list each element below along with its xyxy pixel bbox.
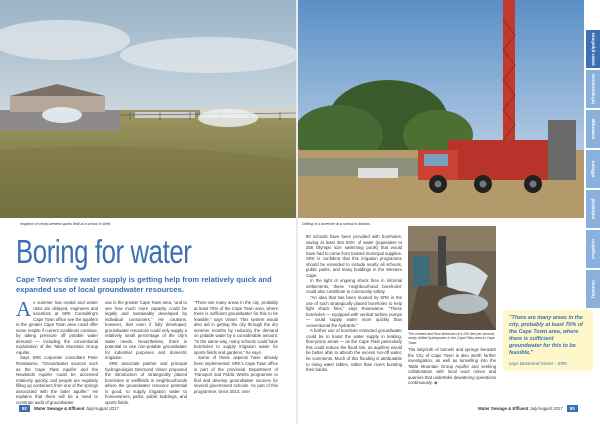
issue-date: July/August 2017 xyxy=(529,406,563,411)
photo-borehole-drilling xyxy=(298,0,584,218)
paragraph: A further use of borehole extracted groundwater could be to boost the water supply in leaking, flow-prone areas — as the Cape Flats particularly this could reduce the flood risk, as aquifers would be better able to absorb the excess run-off water, he comments. Much of this flooding is attributable to rising water tables, rather than rivers bursting their banks. xyxy=(306,328,402,373)
tab-label: irrigation xyxy=(590,239,596,259)
paragraph: Some of these aspects have already been implemented: SRK's Cape Town office is part of the provincial Department of Transport and Public Works programme to find and develop groundwater sources for several government schools. As part of this programme, since 2013, over xyxy=(194,355,278,394)
body-column-2 xyxy=(105,300,187,405)
publication-name: Water Sewage & Effluent xyxy=(33,406,85,411)
paragraph: use in the greater Cape Town area, "and to see how much more capacity could be legally and sustainably developed by individual consumers." He cautions, however, that even if fully developed, groundwater resources could only supply a relatively small percentage of the city's water needs. Nevertheless, there is potential to use non-potable groundwater for industrial purposes and domestic irrigation. xyxy=(105,300,187,361)
body-column-1 xyxy=(16,297,98,405)
tab-label: water pipelines xyxy=(590,32,596,66)
issue-date: July/August 2017 xyxy=(85,406,119,411)
photo-flowing-borehole xyxy=(408,226,496,330)
paragraph: "An idea that has been mooted by SRK is the use of such strategically placed boreholes to help fight shack fires," says Rosewarne. "These boreholes — equipped with vertical turbine pumps — could supply water more quickly than conventional fire hydrants." xyxy=(306,295,402,328)
page-number: 92 xyxy=(19,405,30,412)
drop-cap: A xyxy=(16,297,32,321)
tab-label: features xyxy=(590,280,596,298)
publication-name: Water Sewage & Effluent xyxy=(478,406,529,411)
pull-quote-attribution: says Desmond Visser - SRK. xyxy=(509,361,569,366)
body-column-5 xyxy=(408,347,496,386)
tab-label: infrastructure xyxy=(590,74,596,104)
photo2-caption: The cement and flow diversion of a 200 litre per second, newly drilled hydropower in the Cape Flats area in Cape Town. xyxy=(408,332,495,345)
article-deck: Cape Town's dire water supply is getting help from relatively quick and expanded use of local groundwater resources. xyxy=(16,275,272,294)
end-mark-icon: ◆ xyxy=(433,380,438,386)
paragraph: SRK associate partner and principal hydrogeologist Desmond Visser proposed the introduction of strategically placed boreholes or wellfields in neighbourhoods where the groundwater resource potential is good, to supply irrigation water to homeowners, parks, public buildings, and sports fields. xyxy=(105,361,187,405)
section-tab-irrigation[interactable] xyxy=(586,230,600,268)
paragraph: Says SRK corporate consultant Peter Rosewarne, "Groundwater sources such as the Cape Flats Aquifer and the Newlands Aquifer could be accessed relatively quickly, and people are regularly filling up containers from one of the springs associated with the latter aquifer." He explains that there will be a need to constrain audit of groundwater xyxy=(16,355,98,405)
section-tab-features[interactable] xyxy=(586,270,600,308)
page-number: 93 xyxy=(567,405,578,412)
section-tab-effluent[interactable] xyxy=(586,150,600,188)
folio-left xyxy=(16,405,119,412)
tab-label: effluent xyxy=(590,160,596,178)
section-tabs xyxy=(586,30,600,310)
paragraph: The labyrinth of tunnels and springs beneath the City of Cape Town is also worth further investigation, as well as tunnelling into the Table Mountain Group Aquifer and seeking collaboration with local wool mines and quarries that undertake dewatering operations continuously. xyxy=(408,347,496,386)
article-title: Boring for water xyxy=(16,233,192,270)
paragraph: "There are many areas in the city, probably at least 70% of the Cape Town area, where there is sufficient groundwater for this to be feasible," says Visser. This system would also aid in getting the city through the dry summer months by reducing the demand on potable water by a considerable amount. "In the same way, many schools could have boreholes to supply irrigation water for sports fields and gardens," he says. xyxy=(194,300,278,355)
paragraph: s summer has ended and winter rains are delayed, engineers and scientists at SRK Consulting's Cape Town office see the aquifers in the greater Cape Town area could offer some respite if current conditions continue, by taking pressure off potable water demand — including the conventional exploitation of the Table Mountain Group Aquifer. xyxy=(16,300,98,355)
folio-right xyxy=(478,405,581,412)
pull-quote xyxy=(503,310,593,371)
section-tab-infrastructure[interactable] xyxy=(586,70,600,108)
tab-label: sewerage xyxy=(590,118,596,140)
section-tab-industrial[interactable] xyxy=(586,190,600,228)
tab-label: industrial xyxy=(590,198,596,220)
photo-sports-field-irrigation xyxy=(0,0,296,218)
pull-quote-text: "There are many areas in the city, probably at least 70% of the Cape Town area, where there is sufficient groundwater for this to be feasible," xyxy=(509,315,583,356)
photo-caption: Irrigation of newly-seeded sports field at a school in Delft. xyxy=(20,222,112,226)
body-column-4 xyxy=(306,234,402,373)
paragraph: 50 schools have been provided with boreholes, saving at least 304 000ℓ of water (equivalent to 256 Olympic size swimming pools) that would have had to come from treated municipal supplies. SRK is confident that this irrigation programme should be extended to include nearly all schools, public parks, and many buildings in the Western Cape. xyxy=(306,234,403,278)
section-tab-sewerage[interactable] xyxy=(586,110,600,148)
paragraph: In the light of ongoing shock fires in informal settlements, these 'neighbourhood boreholes' could also contribute to community safety. xyxy=(306,278,402,295)
section-tab-water-pipelines[interactable] xyxy=(586,30,600,68)
left-page xyxy=(0,0,296,424)
body-column-3 xyxy=(194,300,278,394)
photo-caption: Drilling of a borehole at a school in Atlantis. xyxy=(302,222,371,226)
